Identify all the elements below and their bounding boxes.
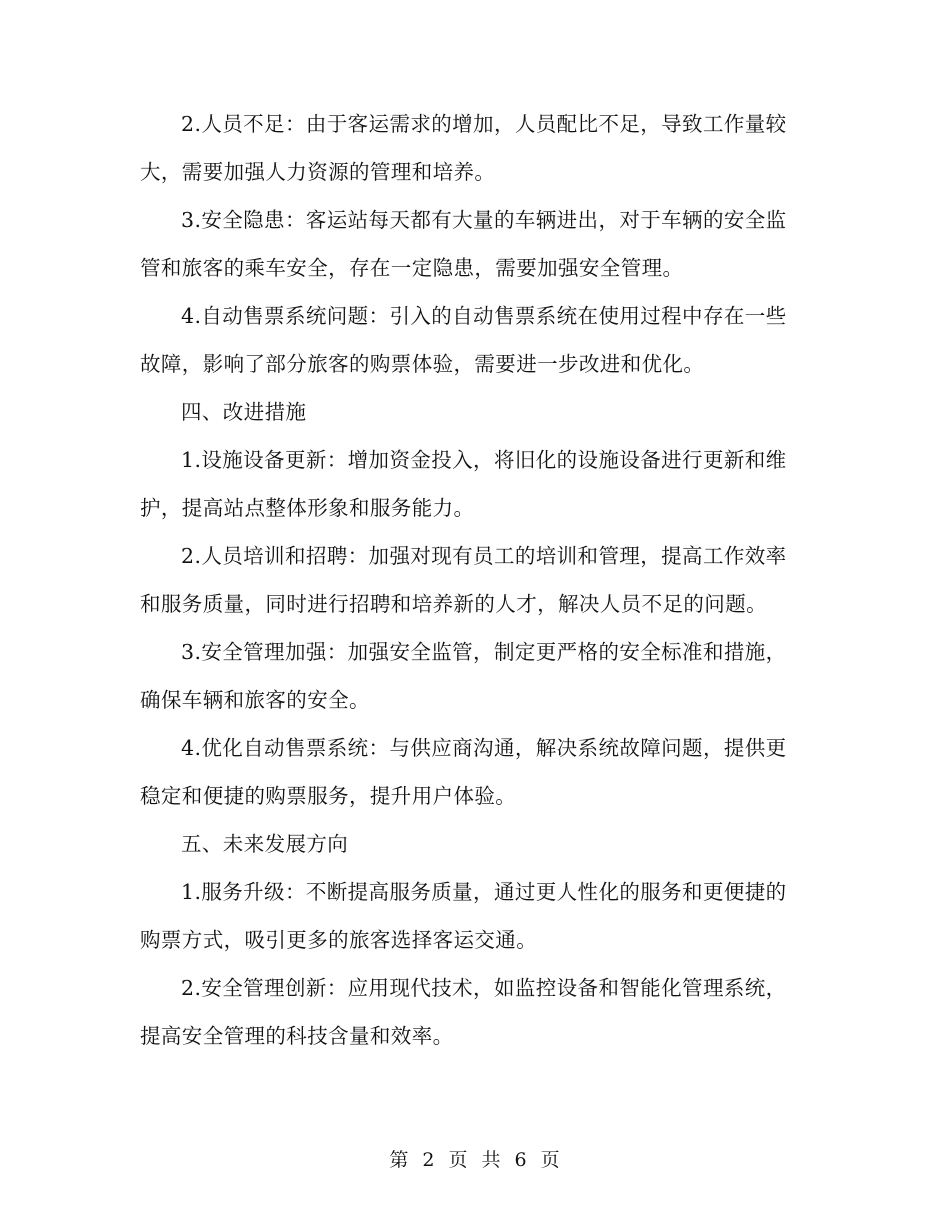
- section-heading-future: 五、未来发展方向: [181, 832, 349, 856]
- paragraph-ticket-system-optimize: 4.优化自动售票系统：与供应商沟通，解决系统故障问题，提供更稳定和便捷的购票服务，提升用户体验。: [140, 736, 787, 808]
- paragraph-safety-innovation: 2.安全管理创新：应用现代技术，如监控设备和智能化管理系统，提高安全管理的科技含量和效率。: [140, 976, 787, 1048]
- paragraph-safety-strengthen: 3.安全管理加强：加强安全监管，制定更严格的安全标准和措施，确保车辆和旅客的安全。: [140, 640, 787, 712]
- paragraph-facility-update: 1.设施设备更新：增加资金投入，将旧化的设施设备进行更新和维护，提高站点整体形象和服务能力。: [140, 448, 787, 520]
- paragraph-ticket-system-issue: 4.自动售票系统问题：引入的自动售票系统在使用过程中存在一些故障，影响了部分旅客的购票体验，需要进一步改进和优化。: [140, 304, 787, 376]
- document-body: [140, 100, 800, 1060]
- paragraph-staff-shortage: 2.人员不足：由于客运需求的增加，人员配比不足，导致工作量较大，需要加强人力资源的管理和培养。: [140, 112, 787, 184]
- paragraph-service-upgrade: 1.服务升级：不断提高服务质量，通过更人性化的服务和更便捷的购票方式，吸引更多的旅客选择客运交通。: [140, 880, 787, 952]
- section-heading-improvements: 四、改进措施: [181, 400, 307, 424]
- paragraph-staff-training: 2.人员培训和招聘：加强对现有员工的培训和管理，提高工作效率和服务质量，同时进行招聘和培养新的人才，解决人员不足的问题。: [140, 544, 787, 616]
- page-number-footer: 第 2 页 共 6 页: [389, 1149, 561, 1171]
- paragraph-safety-hazard: 3.安全隐患：客运站每天都有大量的车辆进出，对于车辆的安全监管和旅客的乘车安全，存在一定隐患，需要加强安全管理。: [140, 208, 787, 280]
